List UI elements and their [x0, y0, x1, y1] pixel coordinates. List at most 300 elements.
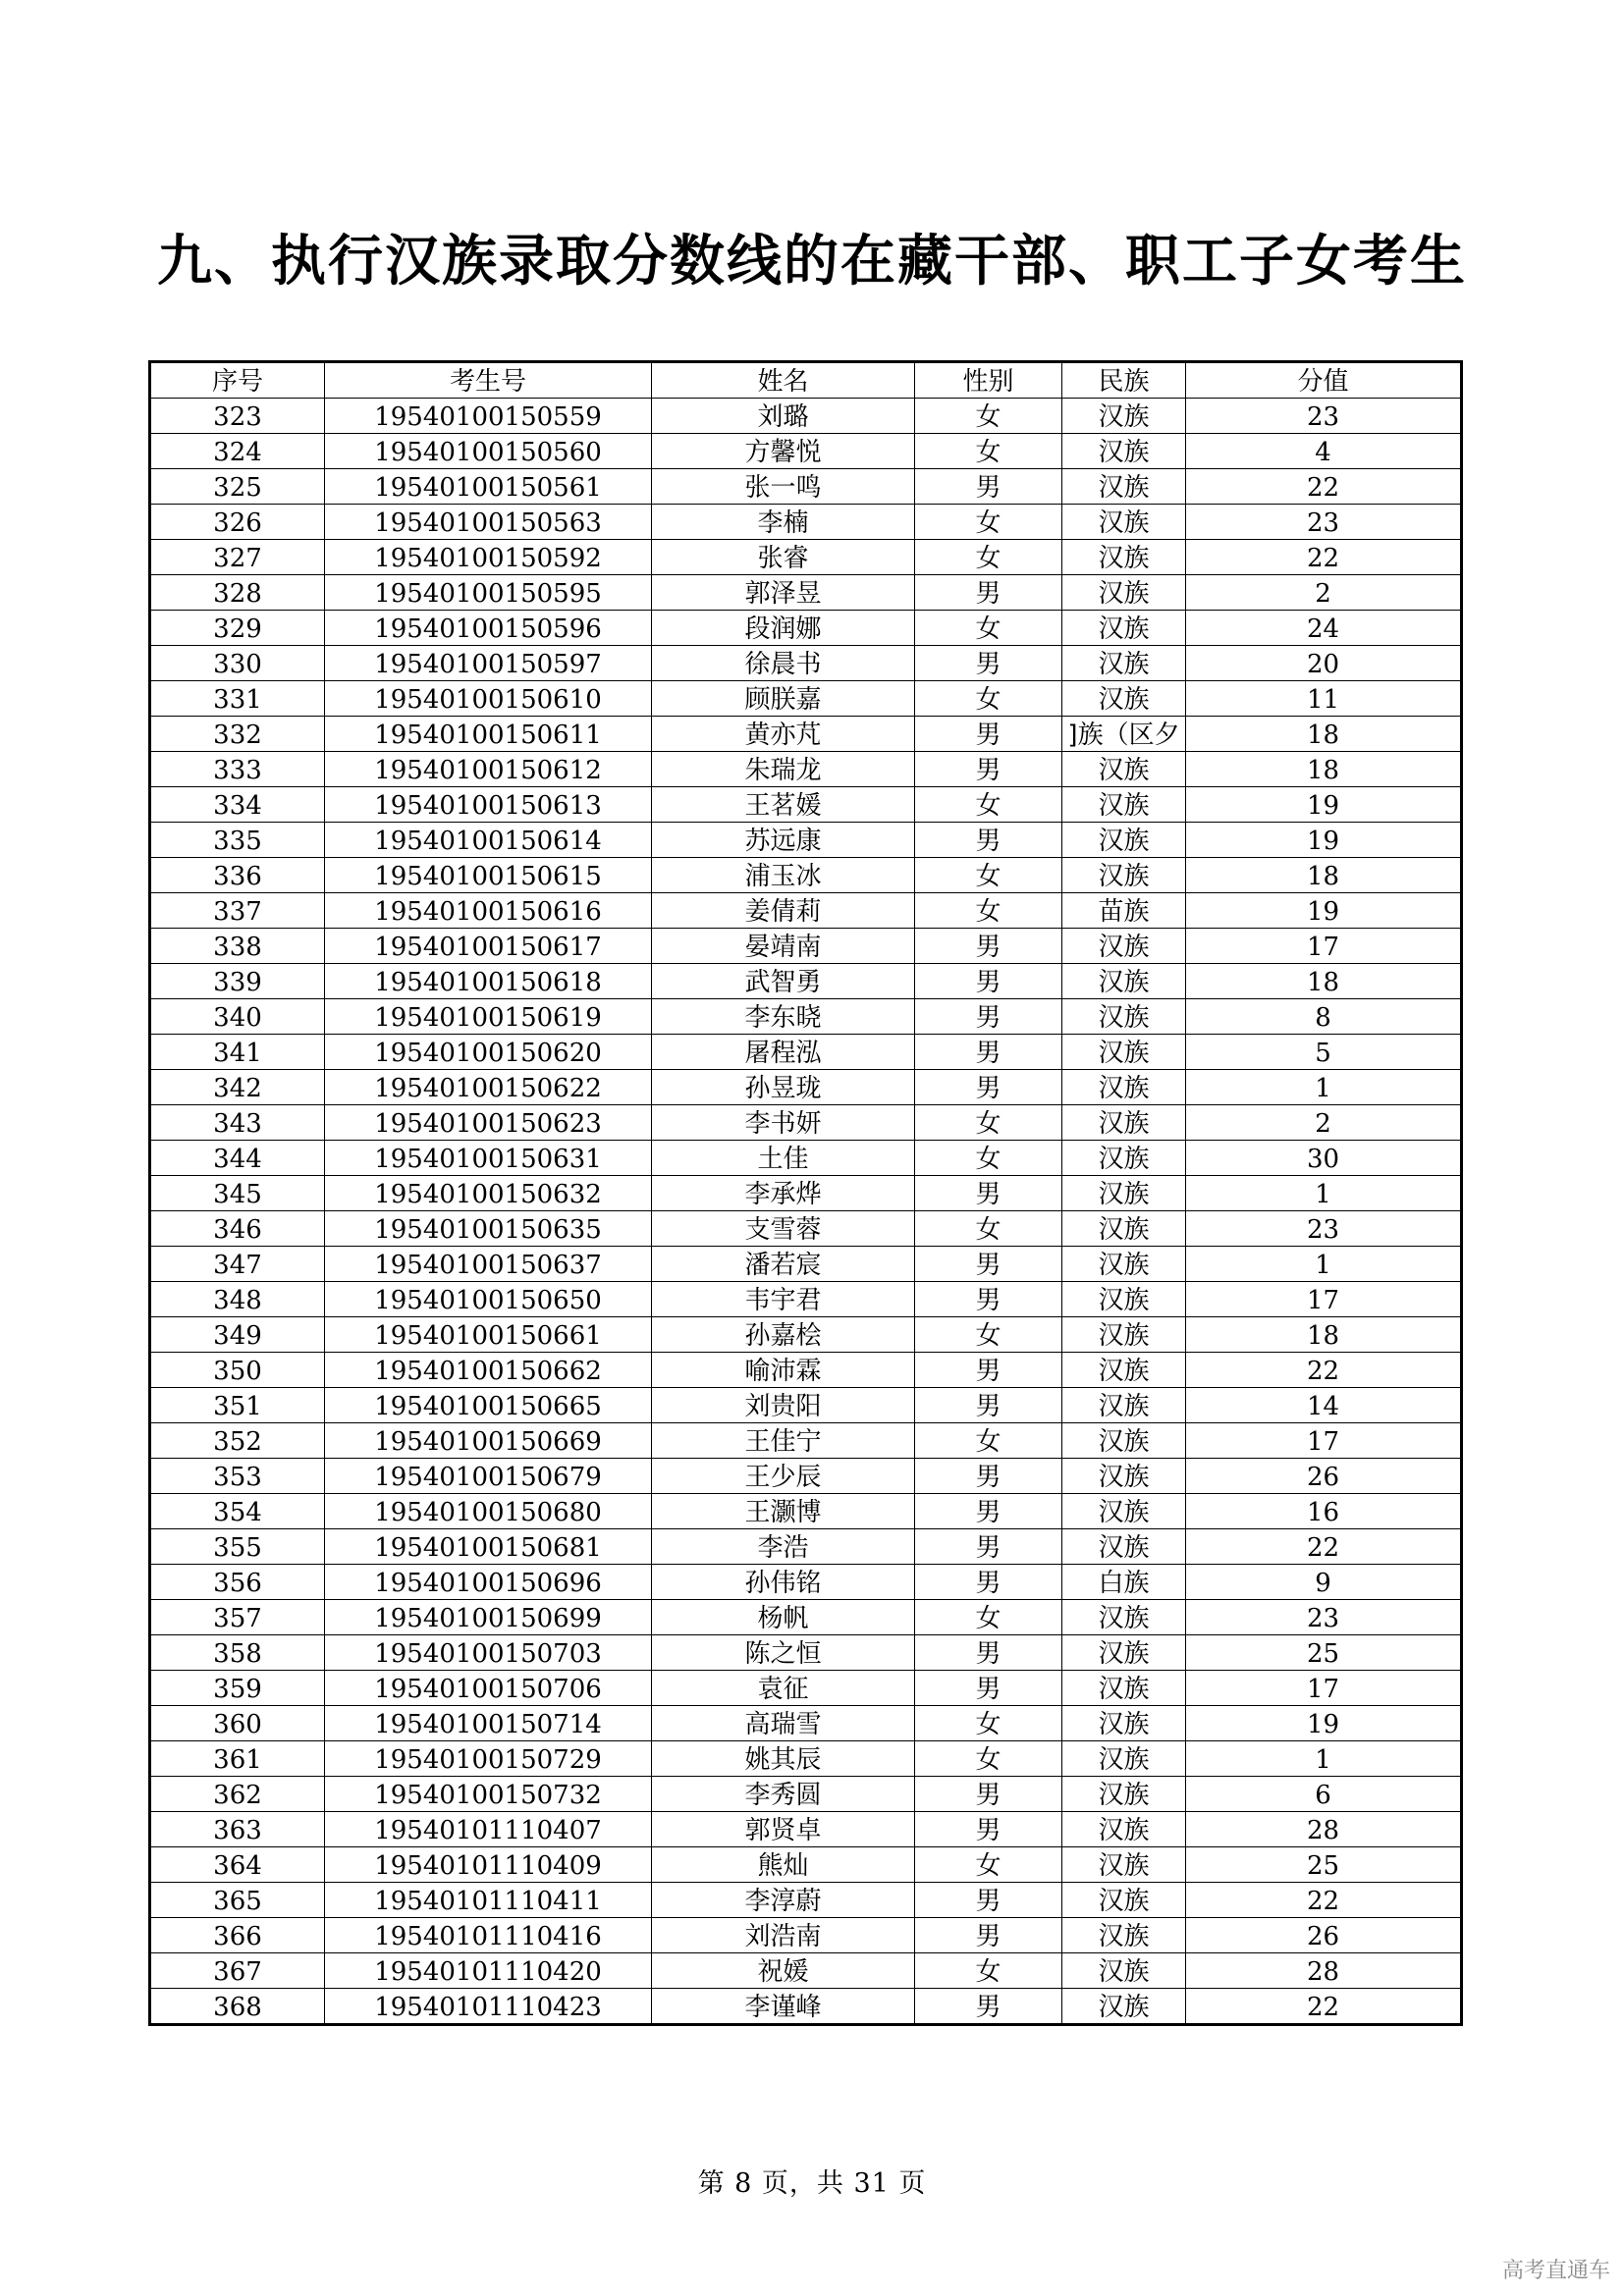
- cell-seq: 333: [150, 752, 325, 787]
- cell-score: 18: [1186, 964, 1462, 999]
- cell-gender: 男: [915, 1635, 1062, 1671]
- cell-gender: 女: [915, 611, 1062, 646]
- cell-exam-id: 19540101110416: [325, 1918, 652, 1953]
- cell-ethnicity: 汉族: [1062, 1741, 1186, 1777]
- cell-seq: 328: [150, 575, 325, 611]
- cell-gender: 女: [915, 1105, 1062, 1141]
- cell-exam-id: 19540100150732: [325, 1777, 652, 1812]
- table-row: [150, 1529, 1462, 1565]
- cell-seq: 324: [150, 434, 325, 469]
- table-row: [150, 1989, 1462, 2025]
- cell-gender: 男: [915, 1247, 1062, 1282]
- cell-exam-id: 19540100150596: [325, 611, 652, 646]
- table-row: [150, 1918, 1462, 1953]
- cell-seq: 339: [150, 964, 325, 999]
- table-row: [150, 1070, 1462, 1105]
- cell-exam-id: 19540100150559: [325, 399, 652, 434]
- cell-exam-id: 19540101110407: [325, 1812, 652, 1847]
- cell-exam-id: 19540100150681: [325, 1529, 652, 1565]
- cell-ethnicity: 汉族: [1062, 575, 1186, 611]
- cell-score: 19: [1186, 1706, 1462, 1741]
- cell-ethnicity: 汉族: [1062, 1247, 1186, 1282]
- cell-gender: 男: [915, 1883, 1062, 1918]
- cell-name: 陈之恒: [652, 1635, 915, 1671]
- cell-name: 顾朕嘉: [652, 681, 915, 717]
- cell-exam-id: 19540100150592: [325, 540, 652, 575]
- cell-seq: 332: [150, 717, 325, 752]
- table-row: [150, 1777, 1462, 1812]
- cell-seq: 331: [150, 681, 325, 717]
- cell-ethnicity: 汉族: [1062, 681, 1186, 717]
- cell-score: 19: [1186, 787, 1462, 823]
- table-row: [150, 1035, 1462, 1070]
- cell-name: 刘贵阳: [652, 1388, 915, 1423]
- cell-name: 支雪蓉: [652, 1211, 915, 1247]
- cell-score: 25: [1186, 1847, 1462, 1883]
- cell-name: 苏远康: [652, 823, 915, 858]
- table-row: [150, 434, 1462, 469]
- cell-seq: 337: [150, 893, 325, 929]
- cell-score: 22: [1186, 469, 1462, 505]
- cell-seq: 343: [150, 1105, 325, 1141]
- cell-score: 19: [1186, 823, 1462, 858]
- cell-name: 祝媛: [652, 1953, 915, 1989]
- cell-name: 郭泽昱: [652, 575, 915, 611]
- cell-ethnicity: 汉族: [1062, 469, 1186, 505]
- cell-ethnicity: 汉族: [1062, 1812, 1186, 1847]
- table-row: [150, 1353, 1462, 1388]
- cell-gender: 男: [915, 1777, 1062, 1812]
- cell-name: 王茗媛: [652, 787, 915, 823]
- table-row: [150, 1247, 1462, 1282]
- table-row: [150, 1600, 1462, 1635]
- table-row: [150, 999, 1462, 1035]
- cell-ethnicity: 汉族: [1062, 929, 1186, 964]
- cell-name: 屠程泓: [652, 1035, 915, 1070]
- cell-exam-id: 19540100150615: [325, 858, 652, 893]
- column-header-ethnicity: 民族: [1062, 362, 1186, 399]
- cell-gender: 男: [915, 1918, 1062, 1953]
- cell-ethnicity: 汉族: [1062, 1282, 1186, 1317]
- cell-seq: 345: [150, 1176, 325, 1211]
- cell-name: 韦宇君: [652, 1282, 915, 1317]
- cell-score: 18: [1186, 717, 1462, 752]
- cell-name: 李秀圆: [652, 1777, 915, 1812]
- cell-exam-id: 19540100150597: [325, 646, 652, 681]
- cell-exam-id: 19540100150563: [325, 505, 652, 540]
- table-row: [150, 469, 1462, 505]
- cell-seq: 326: [150, 505, 325, 540]
- cell-gender: 男: [915, 717, 1062, 752]
- cell-seq: 334: [150, 787, 325, 823]
- cell-gender: 男: [915, 1671, 1062, 1706]
- cell-ethnicity: 苗族: [1062, 893, 1186, 929]
- cell-ethnicity: 汉族: [1062, 1635, 1186, 1671]
- cell-exam-id: 19540100150706: [325, 1671, 652, 1706]
- cell-seq: 330: [150, 646, 325, 681]
- cell-score: 18: [1186, 752, 1462, 787]
- cell-gender: 男: [915, 1035, 1062, 1070]
- cell-seq: 368: [150, 1989, 325, 2025]
- cell-score: 1: [1186, 1176, 1462, 1211]
- cell-exam-id: 19540100150623: [325, 1105, 652, 1141]
- cell-ethnicity: 汉族: [1062, 1353, 1186, 1388]
- cell-name: 徐晨书: [652, 646, 915, 681]
- cell-ethnicity: 汉族: [1062, 1989, 1186, 2025]
- cell-gender: 男: [915, 469, 1062, 505]
- cell-name: 李东晓: [652, 999, 915, 1035]
- table-row: [150, 1741, 1462, 1777]
- cell-gender: 男: [915, 1388, 1062, 1423]
- table-row: [150, 1317, 1462, 1353]
- cell-seq: 350: [150, 1353, 325, 1388]
- cell-exam-id: 19540101110409: [325, 1847, 652, 1883]
- cell-seq: 363: [150, 1812, 325, 1847]
- cell-ethnicity: 汉族: [1062, 1105, 1186, 1141]
- cell-gender: 男: [915, 1989, 1062, 2025]
- cell-exam-id: 19540100150632: [325, 1176, 652, 1211]
- cell-exam-id: 19540100150637: [325, 1247, 652, 1282]
- cell-name: 姜倩莉: [652, 893, 915, 929]
- cell-ethnicity: 汉族: [1062, 1671, 1186, 1706]
- cell-score: 19: [1186, 893, 1462, 929]
- cell-exam-id: 19540100150696: [325, 1565, 652, 1600]
- cell-exam-id: 19540100150612: [325, 752, 652, 787]
- cell-ethnicity: 汉族: [1062, 1176, 1186, 1211]
- cell-seq: 342: [150, 1070, 325, 1105]
- table-row: [150, 858, 1462, 893]
- table-row: [150, 540, 1462, 575]
- table-row: [150, 646, 1462, 681]
- cell-exam-id: 19540100150665: [325, 1388, 652, 1423]
- table-row: [150, 611, 1462, 646]
- table-row: [150, 399, 1462, 434]
- table-row: [150, 1176, 1462, 1211]
- cell-name: 李承烨: [652, 1176, 915, 1211]
- cell-name: 武智勇: [652, 964, 915, 999]
- column-header-name: 姓名: [652, 362, 915, 399]
- cell-ethnicity: 汉族: [1062, 505, 1186, 540]
- cell-gender: 男: [915, 1282, 1062, 1317]
- cell-exam-id: 19540100150680: [325, 1494, 652, 1529]
- cell-ethnicity: 白族: [1062, 1565, 1186, 1600]
- cell-seq: 354: [150, 1494, 325, 1529]
- cell-seq: 347: [150, 1247, 325, 1282]
- cell-exam-id: 19540100150669: [325, 1423, 652, 1459]
- cell-seq: 362: [150, 1777, 325, 1812]
- cell-name: 朱瑞龙: [652, 752, 915, 787]
- cell-gender: 男: [915, 1353, 1062, 1388]
- column-header-gender: 性别: [915, 362, 1062, 399]
- cell-exam-id: 19540101110423: [325, 1989, 652, 2025]
- column-header-seq: 序号: [150, 362, 325, 399]
- column-header-score: 分值: [1186, 362, 1462, 399]
- cell-seq: 335: [150, 823, 325, 858]
- cell-name: 土佳: [652, 1141, 915, 1176]
- cell-exam-id: 19540100150631: [325, 1141, 652, 1176]
- cell-ethnicity: 汉族: [1062, 1388, 1186, 1423]
- cell-score: 8: [1186, 999, 1462, 1035]
- cell-score: 17: [1186, 1282, 1462, 1317]
- cell-name: 刘璐: [652, 399, 915, 434]
- cell-ethnicity: 汉族: [1062, 1918, 1186, 1953]
- cell-exam-id: 19540100150661: [325, 1317, 652, 1353]
- cell-exam-id: 19540100150714: [325, 1706, 652, 1741]
- cell-exam-id: 19540100150614: [325, 823, 652, 858]
- cell-score: 28: [1186, 1812, 1462, 1847]
- table-row: [150, 1953, 1462, 1989]
- cell-gender: 女: [915, 1600, 1062, 1635]
- cell-score: 17: [1186, 929, 1462, 964]
- cell-exam-id: 19540100150620: [325, 1035, 652, 1070]
- cell-gender: 女: [915, 893, 1062, 929]
- cell-seq: 355: [150, 1529, 325, 1565]
- cell-seq: 364: [150, 1847, 325, 1883]
- cell-score: 23: [1186, 505, 1462, 540]
- cell-name: 王少辰: [652, 1459, 915, 1494]
- cell-ethnicity: 汉族: [1062, 964, 1186, 999]
- cell-seq: 351: [150, 1388, 325, 1423]
- cell-exam-id: 19540101110420: [325, 1953, 652, 1989]
- cell-score: 24: [1186, 611, 1462, 646]
- cell-score: 1: [1186, 1070, 1462, 1105]
- table-row: [150, 964, 1462, 999]
- cell-gender: 女: [915, 1847, 1062, 1883]
- cell-score: 5: [1186, 1035, 1462, 1070]
- cell-exam-id: 19540100150618: [325, 964, 652, 999]
- table-row: [150, 575, 1462, 611]
- cell-score: 1: [1186, 1247, 1462, 1282]
- cell-gender: 男: [915, 1459, 1062, 1494]
- cell-gender: 男: [915, 964, 1062, 999]
- table-row: [150, 823, 1462, 858]
- cell-seq: 349: [150, 1317, 325, 1353]
- table-row: [150, 1812, 1462, 1847]
- cell-exam-id: 19540100150560: [325, 434, 652, 469]
- table-row: [150, 1388, 1462, 1423]
- cell-seq: 365: [150, 1883, 325, 1918]
- cell-gender: 男: [915, 1565, 1062, 1600]
- cell-ethnicity: 汉族: [1062, 752, 1186, 787]
- table-header-row: [150, 362, 1462, 399]
- cell-gender: 女: [915, 1141, 1062, 1176]
- cell-exam-id: 19540100150613: [325, 787, 652, 823]
- cell-name: 浦玉冰: [652, 858, 915, 893]
- table-row: [150, 1671, 1462, 1706]
- cell-ethnicity: 汉族: [1062, 999, 1186, 1035]
- cell-name: 熊灿: [652, 1847, 915, 1883]
- cell-seq: 340: [150, 999, 325, 1035]
- cell-seq: 338: [150, 929, 325, 964]
- cell-gender: 女: [915, 1317, 1062, 1353]
- cell-name: 李浩: [652, 1529, 915, 1565]
- table-row: [150, 787, 1462, 823]
- cell-seq: 323: [150, 399, 325, 434]
- cell-score: 22: [1186, 1989, 1462, 2025]
- cell-score: 22: [1186, 1529, 1462, 1565]
- cell-score: 16: [1186, 1494, 1462, 1529]
- page-footer: 第 8 页，共 31 页: [697, 2168, 927, 2199]
- cell-ethnicity: 汉族: [1062, 540, 1186, 575]
- cell-score: 17: [1186, 1423, 1462, 1459]
- cell-ethnicity: 汉族: [1062, 858, 1186, 893]
- table-row: [150, 893, 1462, 929]
- cell-gender: 男: [915, 823, 1062, 858]
- watermark: 高考直通车: [1501, 2259, 1610, 2283]
- table-row: [150, 1706, 1462, 1741]
- cell-name: 李书妍: [652, 1105, 915, 1141]
- cell-seq: 359: [150, 1671, 325, 1706]
- cell-seq: 325: [150, 469, 325, 505]
- cell-gender: 女: [915, 399, 1062, 434]
- cell-seq: 367: [150, 1953, 325, 1989]
- cell-score: 20: [1186, 646, 1462, 681]
- cell-score: 18: [1186, 1317, 1462, 1353]
- cell-score: 28: [1186, 1953, 1462, 1989]
- cell-name: 张睿: [652, 540, 915, 575]
- table-row: [150, 752, 1462, 787]
- cell-seq: 353: [150, 1459, 325, 1494]
- cell-score: 23: [1186, 1211, 1462, 1247]
- cell-name: 潘若宸: [652, 1247, 915, 1282]
- table-row: [150, 1635, 1462, 1671]
- table-row: [150, 1494, 1462, 1529]
- cell-ethnicity: 汉族: [1062, 787, 1186, 823]
- column-header-exam-id: 考生号: [325, 362, 652, 399]
- cell-ethnicity: ]族（区夕: [1062, 717, 1186, 752]
- table-row: [150, 505, 1462, 540]
- cell-ethnicity: 汉族: [1062, 1423, 1186, 1459]
- cell-seq: 344: [150, 1141, 325, 1176]
- cell-score: 2: [1186, 575, 1462, 611]
- cell-ethnicity: 汉族: [1062, 1070, 1186, 1105]
- cell-seq: 341: [150, 1035, 325, 1070]
- cell-exam-id: 19540100150729: [325, 1741, 652, 1777]
- cell-name: 喻沛霖: [652, 1353, 915, 1388]
- cell-name: 李谨峰: [652, 1989, 915, 2025]
- cell-exam-id: 19540100150611: [325, 717, 652, 752]
- cell-exam-id: 19540100150622: [325, 1070, 652, 1105]
- cell-score: 1: [1186, 1741, 1462, 1777]
- cell-exam-id: 19540100150617: [325, 929, 652, 964]
- cell-exam-id: 19540100150703: [325, 1635, 652, 1671]
- cell-name: 孙嘉桧: [652, 1317, 915, 1353]
- cell-name: 李淳蔚: [652, 1883, 915, 1918]
- cell-gender: 女: [915, 1706, 1062, 1741]
- cell-name: 方馨悦: [652, 434, 915, 469]
- cell-gender: 女: [915, 540, 1062, 575]
- cell-gender: 男: [915, 999, 1062, 1035]
- cell-gender: 女: [915, 1953, 1062, 1989]
- cell-gender: 女: [915, 681, 1062, 717]
- cell-ethnicity: 汉族: [1062, 1494, 1186, 1529]
- cell-seq: 366: [150, 1918, 325, 1953]
- cell-name: 高瑞雪: [652, 1706, 915, 1741]
- cell-seq: 358: [150, 1635, 325, 1671]
- cell-ethnicity: 汉族: [1062, 611, 1186, 646]
- cell-ethnicity: 汉族: [1062, 1211, 1186, 1247]
- cell-gender: 男: [915, 1176, 1062, 1211]
- cell-seq: 361: [150, 1741, 325, 1777]
- table-row: [150, 1459, 1462, 1494]
- cell-gender: 男: [915, 575, 1062, 611]
- cell-name: 孙昱珑: [652, 1070, 915, 1105]
- cell-ethnicity: 汉族: [1062, 1459, 1186, 1494]
- cell-score: 17: [1186, 1671, 1462, 1706]
- cell-score: 2: [1186, 1105, 1462, 1141]
- table-row: [150, 1282, 1462, 1317]
- table-row: [150, 1847, 1462, 1883]
- cell-name: 刘浩南: [652, 1918, 915, 1953]
- cell-score: 22: [1186, 540, 1462, 575]
- cell-exam-id: 19540100150561: [325, 469, 652, 505]
- cell-gender: 男: [915, 929, 1062, 964]
- cell-seq: 348: [150, 1282, 325, 1317]
- cell-exam-id: 19540100150635: [325, 1211, 652, 1247]
- cell-name: 姚其辰: [652, 1741, 915, 1777]
- cell-ethnicity: 汉族: [1062, 1600, 1186, 1635]
- cell-seq: 346: [150, 1211, 325, 1247]
- cell-score: 14: [1186, 1388, 1462, 1423]
- cell-gender: 男: [915, 646, 1062, 681]
- cell-exam-id: 19540100150650: [325, 1282, 652, 1317]
- cell-ethnicity: 汉族: [1062, 1035, 1186, 1070]
- cell-score: 23: [1186, 1600, 1462, 1635]
- cell-gender: 女: [915, 505, 1062, 540]
- table-row: [150, 1883, 1462, 1918]
- table-row: [150, 1423, 1462, 1459]
- cell-score: 26: [1186, 1918, 1462, 1953]
- cell-name: 黄亦芃: [652, 717, 915, 752]
- cell-exam-id: 19540100150595: [325, 575, 652, 611]
- table-row: [150, 717, 1462, 752]
- cell-gender: 女: [915, 1423, 1062, 1459]
- table-row: [150, 1565, 1462, 1600]
- cell-seq: 327: [150, 540, 325, 575]
- table-body: [150, 399, 1462, 2025]
- cell-ethnicity: 汉族: [1062, 1953, 1186, 1989]
- cell-score: 25: [1186, 1635, 1462, 1671]
- cell-exam-id: 19540100150679: [325, 1459, 652, 1494]
- cell-score: 18: [1186, 858, 1462, 893]
- cell-gender: 女: [915, 858, 1062, 893]
- cell-seq: 357: [150, 1600, 325, 1635]
- cell-score: 23: [1186, 399, 1462, 434]
- cell-ethnicity: 汉族: [1062, 434, 1186, 469]
- cell-name: 杨帆: [652, 1600, 915, 1635]
- cell-exam-id: 19540100150662: [325, 1353, 652, 1388]
- cell-ethnicity: 汉族: [1062, 1847, 1186, 1883]
- cell-ethnicity: 汉族: [1062, 1141, 1186, 1176]
- cell-ethnicity: 汉族: [1062, 1777, 1186, 1812]
- cell-gender: 男: [915, 752, 1062, 787]
- cell-name: 孙伟铭: [652, 1565, 915, 1600]
- candidate-table: [148, 360, 1463, 2026]
- cell-seq: 352: [150, 1423, 325, 1459]
- cell-score: 6: [1186, 1777, 1462, 1812]
- cell-gender: 女: [915, 787, 1062, 823]
- cell-seq: 360: [150, 1706, 325, 1741]
- table-row: [150, 1211, 1462, 1247]
- cell-gender: 女: [915, 434, 1062, 469]
- cell-seq: 329: [150, 611, 325, 646]
- cell-name: 晏靖南: [652, 929, 915, 964]
- cell-ethnicity: 汉族: [1062, 1706, 1186, 1741]
- cell-ethnicity: 汉族: [1062, 823, 1186, 858]
- cell-exam-id: 19540100150616: [325, 893, 652, 929]
- table-row: [150, 1105, 1462, 1141]
- cell-name: 郭贤卓: [652, 1812, 915, 1847]
